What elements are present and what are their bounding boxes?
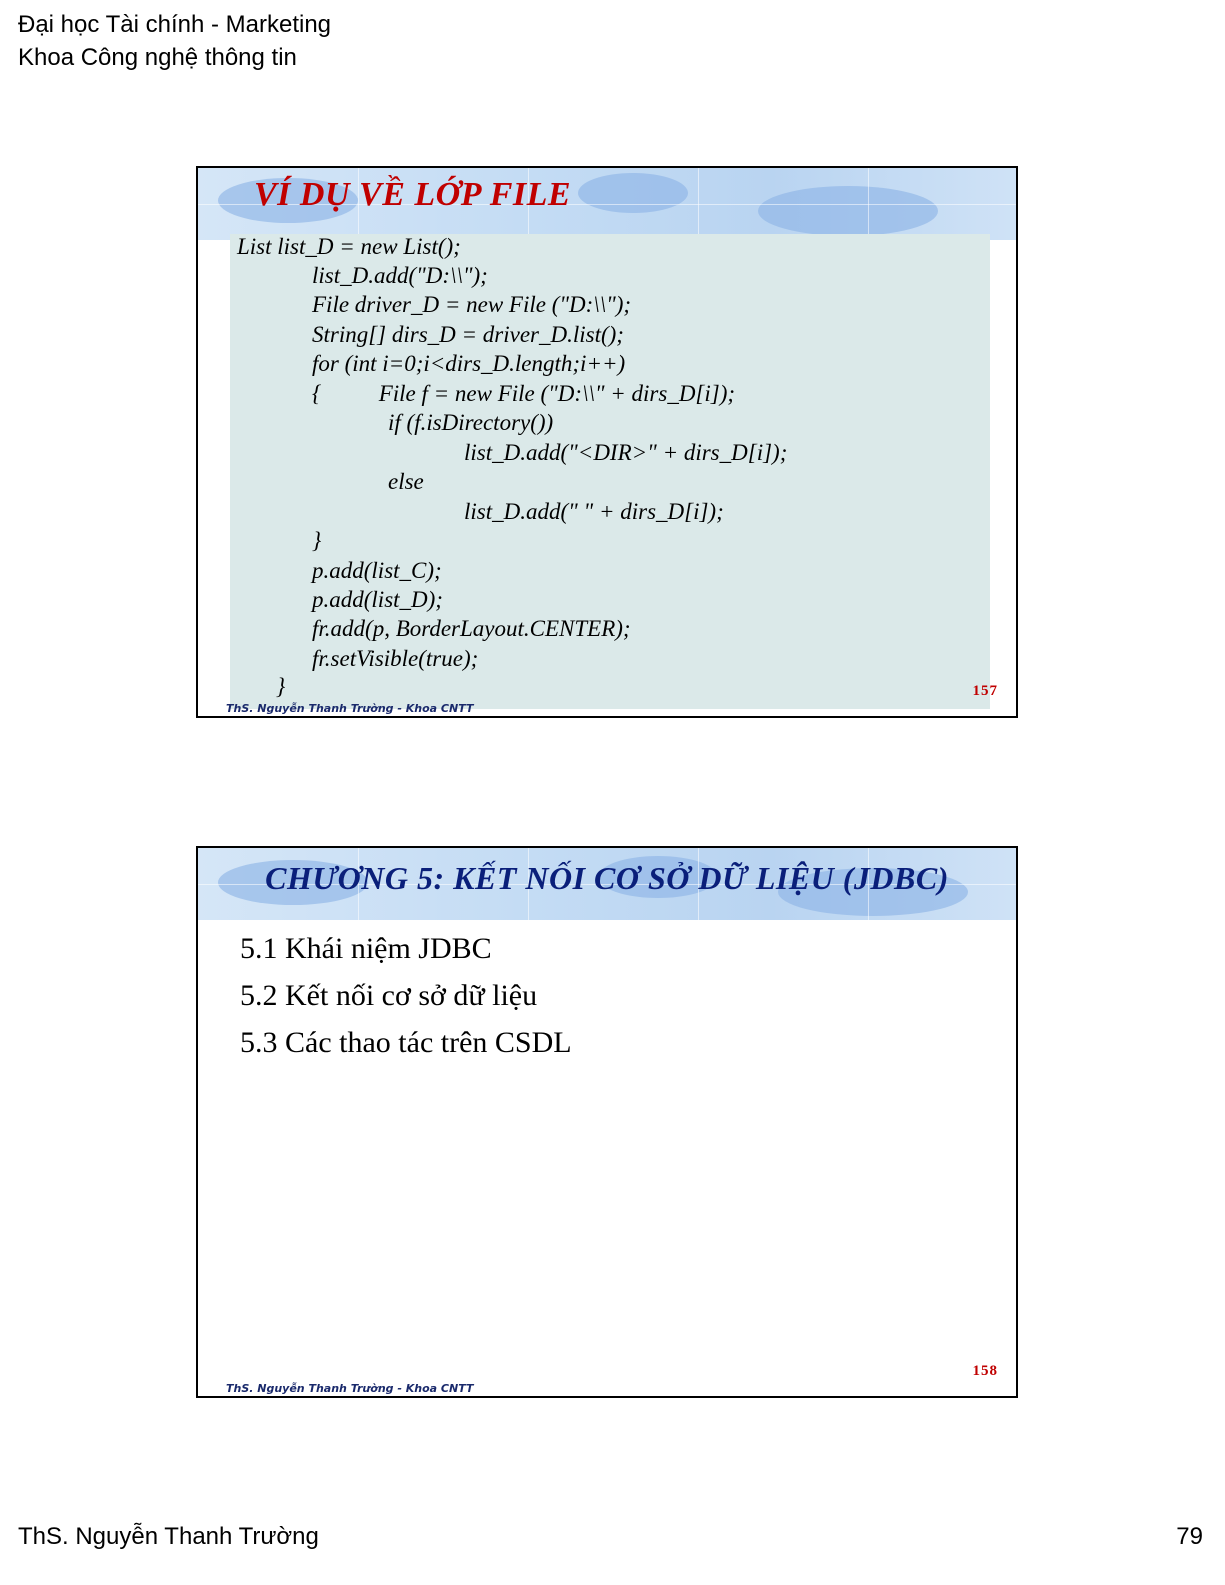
code-line: fr.setVisible(true);	[312, 646, 479, 671]
code-line: for (int i=0;i<dirs_D.length;i++)	[312, 351, 626, 376]
code-line: List list_D = new List();	[237, 234, 461, 259]
code-line: File driver_D = new File ("D:\\");	[312, 292, 632, 317]
toc-item: 5.2 Kết nối cơ sở dữ liệu	[240, 979, 538, 1012]
code-line: else	[388, 469, 424, 494]
code-line: list_D.add("<DIR>" + dirs_D[i]);	[464, 440, 788, 465]
code-line: p.add(list_C);	[312, 558, 442, 583]
code-line: { File f = new File ("D:\\" + dirs_D[i]);	[312, 381, 736, 406]
page-number: 79	[1176, 1523, 1203, 1550]
code-line: if (f.isDirectory())	[388, 410, 554, 435]
code-line: }	[312, 528, 322, 553]
faculty-name: Khoa Công nghệ thông tin	[18, 44, 297, 71]
page-footer-author: ThS. Nguyễn Thanh Trường	[18, 1523, 319, 1550]
toc-item: 5.1 Khái niệm JDBC	[240, 932, 492, 965]
university-name: Đại học Tài chính - Marketing	[18, 11, 332, 38]
code-line: }	[276, 674, 286, 699]
slide-title: VÍ DỤ VỀ LỚP FILE	[254, 176, 572, 213]
slide-158	[196, 846, 1018, 1398]
code-line: String[] dirs_D = driver_D.list();	[312, 322, 624, 347]
slide-author: ThS. Nguyễn Thanh Trường - Khoa CNTT	[226, 1382, 474, 1395]
code-line: list_D.add("D:\\");	[312, 263, 488, 288]
slide-author: ThS. Nguyễn Thanh Trường - Khoa CNTT	[226, 702, 474, 715]
slide-157	[196, 166, 1018, 718]
page-header	[18, 8, 331, 74]
slide-number: 157	[972, 683, 998, 699]
code-line: fr.add(p, BorderLayout.CENTER);	[312, 616, 631, 641]
code-line: list_D.add(" " + dirs_D[i]);	[464, 499, 724, 524]
slide-title: CHƯƠNG 5: KẾT NỐI CƠ SỞ DỮ LIỆU (JDBC)	[265, 860, 949, 896]
code-panel	[230, 234, 990, 709]
slide-number: 158	[972, 1363, 998, 1379]
code-line: p.add(list_D);	[312, 587, 443, 612]
toc-item: 5.3 Các thao tác trên CSDL	[240, 1026, 572, 1059]
